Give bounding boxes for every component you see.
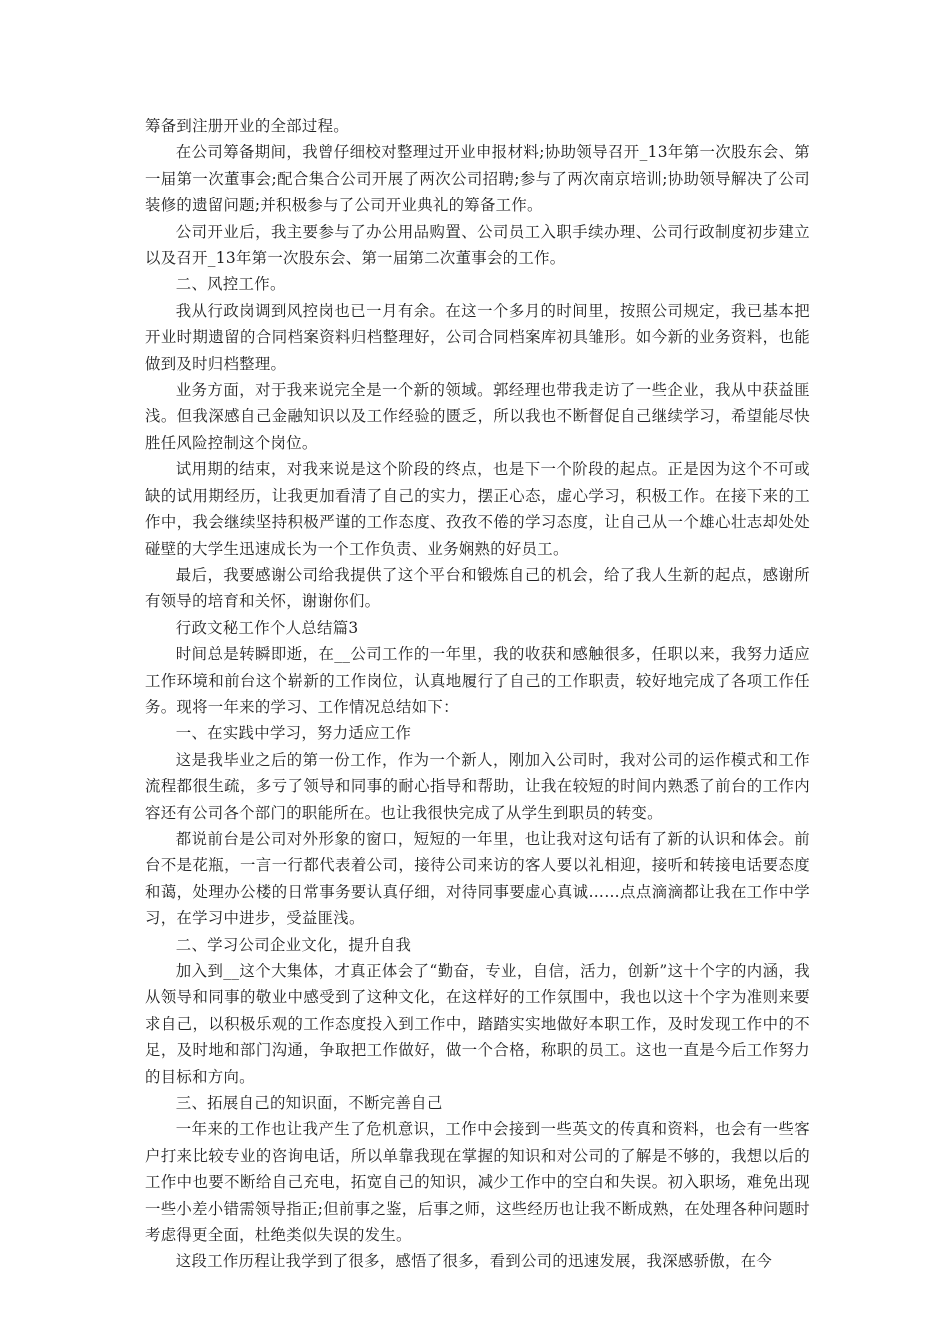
article-title: 行政文秘工作个人总结篇3 — [175, 618, 359, 637]
paragraph: 筹备到注册开业的全部过程。 — [145, 117, 349, 135]
paragraph: 时间总是转瞬即逝，在__公司工作的一年里，我的收获和感触很多，任职以来，我努力适应工作环境和前台这个崭新的工作岗位，认真地履行了自己的工作职责，较好地完成了各项工作任务。现将一年来的学习、工作情况总结如下： — [145, 645, 810, 716]
paragraph: 公司开业后，我主要参与了办公用品购置、公司员工入职手续办理、公司行政制度初步建立以及召开_13年第一次股东会、第一届第二次董事会的工作。 — [145, 222, 810, 268]
paragraph: 我从行政岗调到风控岗也已一月有余。在这一个多月的时间里，按照公司规定，我已基本把开业时期遗留的合同档案资料归档整理好，公司合同档案库初具雏形。如今新的业务资料，也能做到及时归档整理。 — [145, 301, 810, 373]
paragraph: 都说前台是公司对外形象的窗口，短短的一年里，也让我对这句话有了新的认识和体会。前台不是花瓶，一言一行都代表着公司，接待公司来访的客人要以礼相迎，接听和转接电话要态度和蔼，处理办公楼的日常事务要认真仔细，对待同事要虚心真诚……点点滴滴都让我在工作中学习，在学习中进步，受益匪浅。 — [145, 829, 810, 928]
paragraph: 最后，我要感谢公司给我提供了这个平台和锻炼自己的机会，给了我人生新的起点，感谢所有领导的培育和关怀，谢谢你们。 — [145, 565, 810, 611]
section-heading: 二、风控工作。 — [175, 275, 286, 294]
paragraph: 这是我毕业之后的第一份工作，作为一个新人，刚加入公司时，我对公司的运作模式和工作流程都很生疏，多亏了领导和同事的耐心指导和帮助，让我在较短的时间内熟悉了前台的工作内容还有公司各个部门的职能所在。也让我很快完成了从学生到职员的转变。 — [145, 750, 810, 822]
paragraph: 一年来的工作也让我产生了危机意识，工作中会接到一些英文的传真和资料，也会有一些客户打来比较专业的咨询电话，所以单靠我现在掌握的知识和对公司的了解是不够的，我想以后的工作中也要不断给自己充电，拓宽自己的知识，减少工作中的空白和失误。初入职场，难免出现一些小差小错需领导指正;但前事之鉴，后事之师，这些经历也让我不断成熟，在处理各种问题时考虑得更全面，杜绝类似失误的发生。 — [145, 1120, 810, 1245]
section-heading: 三、拓展自己的知识面，不断完善自己 — [175, 1094, 443, 1113]
section-heading: 二、学习公司企业文化，提升自我 — [175, 935, 412, 954]
paragraph: 加入到__这个大集体，才真正体会了“勤奋，专业，自信，活力，创新”这十个字的内涵，我从领导和同事的敬业中感受到了这种文化，在这样好的工作氛围中，我也以这十个字为准则来要求自己，以积极乐观的工作态度投入到工作中，踏踏实实地做好本职工作，及时发现工作中的不足，及时地和部门沟通，争取把工作做好，做一个合格，称职的员工。这也一直是今后工作努力的目标和方向。 — [145, 962, 810, 1086]
paragraph: 这段工作历程让我学到了很多，感悟了很多，看到公司的迅速发展，我深感骄傲，在今 — [175, 1252, 773, 1271]
paragraph: 试用期的结束，对我来说是这个阶段的终点，也是下一个阶段的起点。正是因为这个不可或缺的试用期经历，让我更加看清了自己的实力，摆正心态，虚心学习，积极工作。在接下来的工作中，我会继续坚持积极严谨的工作态度、孜孜不倦的学习态度，让自己从一个雄心壮志却处处碰壁的大学生迅速成长为一个工作负责、业务娴熟的好员工。 — [145, 460, 810, 558]
paragraph: 在公司筹备期间，我曾仔细校对整理过开业申报材料;协助领导召开_13年第一次股东会、第一届第一次董事会;配合集合公司开展了两次公司招聘;参与了两次南京培训;协助领导解决了公司装修的遗留问题;并积极参与了公司开业典礼的筹备工作。 — [145, 143, 810, 215]
paragraph: 业务方面，对于我来说完全是一个新的领域。郭经理也带我走访了一些企业，我从中获益匪浅。但我深感自己金融知识以及工作经验的匮乏，所以我也不断督促自己继续学习，希望能尽快胜任风险控制这个岗位。 — [145, 381, 810, 452]
section-heading: 一、在实践中学习，努力适应工作 — [175, 724, 412, 743]
document-page — [145, 113, 810, 1275]
